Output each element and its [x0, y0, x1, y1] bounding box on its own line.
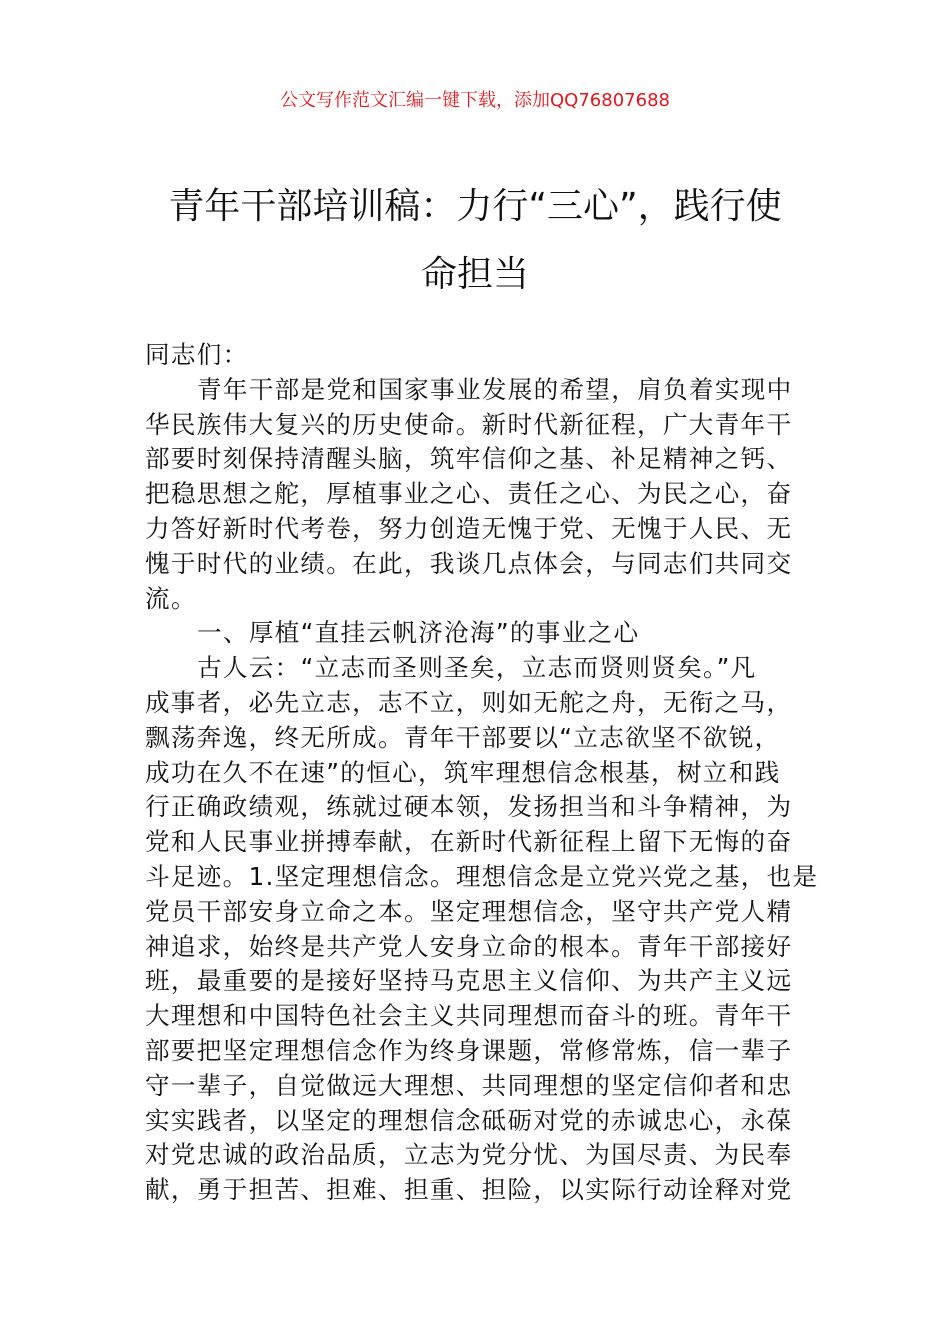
body-text-line: 党和人民事业拼搏奉献，在新时代新征程上留下无悔的奋 [145, 827, 793, 857]
body-text-line: 斗足迹。1.坚定理想信念。理想信念是立党兴党之基，也是 [145, 861, 819, 891]
body-text-line: 流。 [145, 583, 197, 613]
body-text-line: 行正确政绩观，练就过硬本领，发扬担当和斗争精神，为 [145, 792, 793, 822]
body-text-line: 献，勇于担苦、担难、担重、担险，以实际行动诠释对党 [145, 1175, 793, 1205]
body-text-line: 同志们： [145, 340, 249, 369]
body-text-line: 党员干部安身立命之本。坚定理想信念，坚守共产党人精 [145, 896, 793, 926]
body-text-line: 成事者，必先立志，志不立，则如无舵之舟，无衔之马， [145, 687, 793, 717]
document-title-line-1: 青年干部培训稿：力行“三心”，践行使 [168, 186, 782, 227]
body-text-line: 飘荡奔逸，终无所成。青年干部要以“立志欲坚不欲锐， [145, 722, 781, 752]
body-text-line: 神追求，始终是共产党人安身立命的根本。青年干部接好 [145, 931, 793, 961]
body-text-line: 对党忠诚的政治品质，立志为党分忧、为国尽责、为民奉 [145, 1140, 793, 1170]
document-title-line-2: 命担当 [420, 254, 529, 295]
body-text-line: 华民族伟大复兴的历史使命。新时代新征程，广大青年干 [145, 409, 793, 439]
body-text-line: 守一辈子，自觉做远大理想、共同理想的坚定信仰者和忠 [145, 1070, 793, 1100]
body-text-line: 把稳思想之舵，厚植事业之心、责任之心、为民之心，奋 [145, 479, 793, 509]
body-text-line: 成功在久不在速”的恒心，筑牢理想信念根基，树立和践 [145, 757, 781, 787]
body-text-line: 班，最重要的是接好坚持马克思主义信仰、为共产主义远 [145, 966, 793, 996]
download-banner: 公文写作范文汇编一键下载，添加QQ76807688 [280, 90, 670, 111]
document-body [145, 338, 819, 1208]
body-text-line: 部要时刻保持清醒头脑，筑牢信仰之基、补足精神之钙、 [145, 444, 793, 474]
body-text-line: 部要把坚定理想信念作为终身课题，常修常炼，信一辈子 [145, 1035, 793, 1065]
body-text-line: 愧于时代的业绩。在此，我谈几点体会，与同志们共同交 [145, 548, 793, 578]
body-text-line: 一、厚植“直挂云帆济沧海”的事业之心 [197, 618, 640, 648]
body-text-line: 古人云：“立志而圣则圣矣，立志而贤则贤矣。”凡 [197, 653, 757, 683]
body-text-line: 实实践者，以坚定的理想信念砥砺对党的赤诚忠心，永葆 [145, 1105, 793, 1135]
body-text-line: 力答好新时代考卷，努力创造无愧于党、无愧于人民、无 [145, 513, 793, 543]
body-text-line: 青年干部是党和国家事业发展的希望，肩负着实现中 [197, 374, 793, 404]
body-text-line: 大理想和中国特色社会主义共同理想而奋斗的班。青年干 [145, 1001, 793, 1031]
